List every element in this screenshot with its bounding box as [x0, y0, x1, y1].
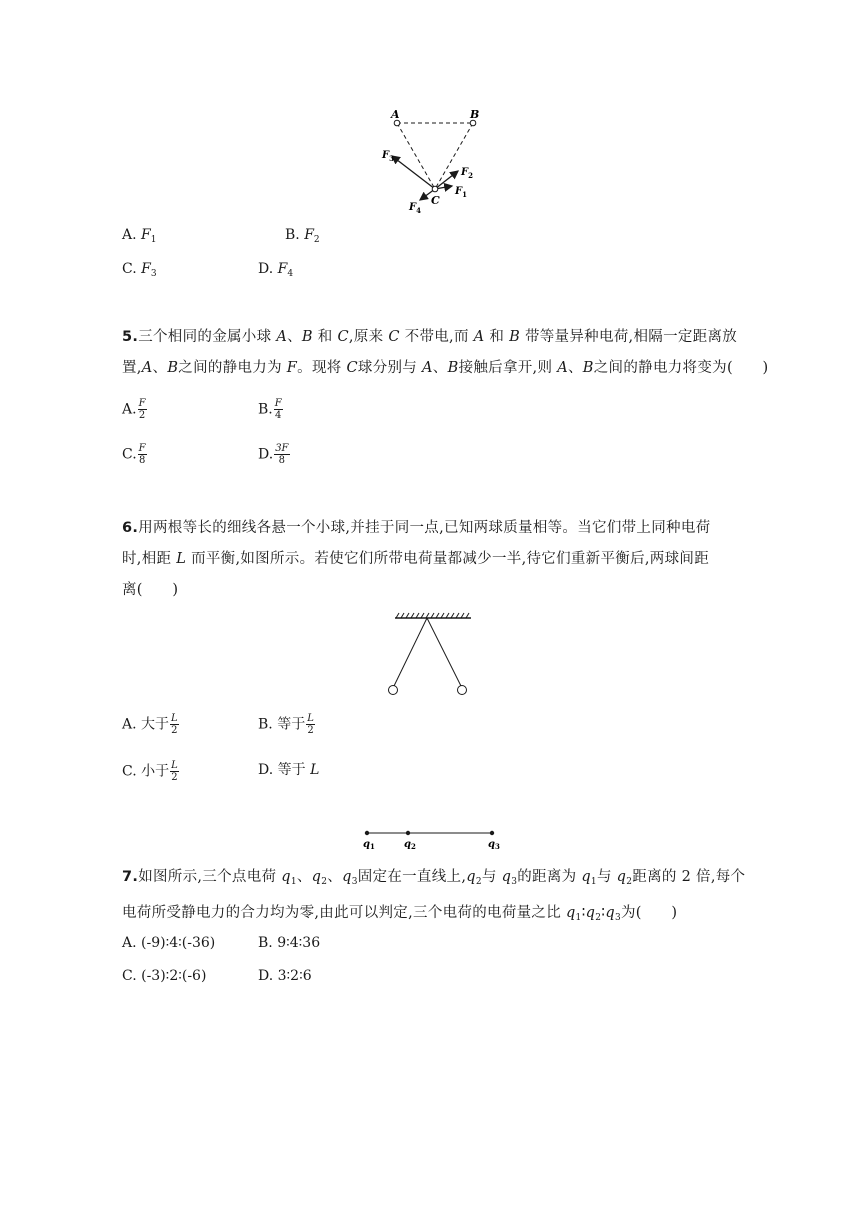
q7-option-a[interactable]: A. (-9)∶4∶(-36) — [122, 935, 216, 951]
q5-option-a[interactable]: A. $\frac{F}{2}$ — [122, 398, 146, 421]
q6-option-c[interactable]: C. 小于 $\frac{L}{2}$ — [122, 760, 178, 783]
charge-c — [432, 186, 438, 192]
q4-option-c[interactable]: C. $F_3$ — [122, 261, 157, 279]
label-f4: $F_4$ — [409, 202, 421, 215]
fraction: $\frac{L}{2}$ — [171, 713, 178, 736]
string-right — [427, 618, 461, 686]
q7-option-c[interactable]: C. (-3)∶2∶(-6) — [122, 968, 207, 984]
question-5-stem — [122, 322, 769, 384]
q4-option-b[interactable]: B. $F_2$ — [285, 227, 320, 245]
fraction: $\frac{L}{2}$ — [307, 713, 314, 736]
charge-q2 — [406, 831, 410, 835]
q5-option-d[interactable]: D. $\frac{3F}{8}$ — [258, 443, 289, 466]
q6-option-a[interactable]: A. 大于 $\frac{L}{2}$ — [122, 713, 178, 736]
q7-option-b[interactable]: B. 9∶4∶36 — [258, 935, 321, 951]
ball-right — [458, 686, 467, 695]
figure-hanging-balls — [385, 612, 480, 698]
q5-option-b[interactable]: B. $\frac{F}{4}$ — [258, 398, 282, 421]
q6-option-d[interactable]: D. 等于 L — [258, 762, 320, 778]
question-7-line-2: 电荷所受静电力的合力均为零,由此可以判定,三个电荷的电荷量之比 $q_1∶q_2∶q_3$为( ) — [122, 905, 678, 923]
q4-option-a[interactable]: A. $F_1$ — [122, 227, 157, 245]
question-7-line-1: 7.如图所示,三个点电荷 $q_1$、$q_2$、$q_3$固定在一直线上$,q_2$与 $q_3$的距离为 $q_1$与 $q_2$距离的 2 倍,每个 — [122, 869, 746, 887]
charge-q1 — [365, 831, 369, 835]
ball-left — [389, 686, 398, 695]
label-q2: $q_2$ — [404, 839, 416, 851]
label-f2: $F_2$ — [461, 167, 473, 180]
q7-option-d[interactable]: D. 3∶2∶6 — [258, 968, 312, 984]
charge-q3 — [490, 831, 494, 835]
question-6-number: 6. — [122, 520, 139, 536]
label-b: B — [470, 108, 480, 121]
dashed-line-ac — [397, 123, 435, 189]
arrow-f3 — [392, 156, 435, 189]
label-f3: $F_3$ — [382, 150, 394, 163]
figure-triangle-forces — [375, 104, 505, 216]
label-q1: $q_1$ — [363, 839, 375, 851]
label-a: A — [391, 108, 400, 121]
q4-option-d[interactable]: D. $F_4$ — [258, 261, 294, 279]
label-q3: $q_3$ — [488, 839, 500, 851]
label-f1: $F_1$ — [455, 186, 467, 199]
question-7-stem — [122, 862, 746, 934]
question-6-line-1: 6.用两根等长的细线各悬一个小球,并挂于同一点,已知两球质量相等。当它们带上同种电荷 — [122, 520, 711, 536]
question-5-number: 5. — [122, 329, 139, 345]
charge-b — [470, 120, 476, 126]
question-6-line-3: 离( ) — [122, 582, 179, 598]
fraction: $\frac{F}{4}$ — [274, 398, 282, 421]
fraction: $\frac{3F}{8}$ — [275, 443, 289, 466]
question-7-number: 7. — [122, 869, 139, 885]
string-left — [394, 618, 427, 686]
fraction: $\frac{F}{2}$ — [138, 398, 146, 421]
question-6-line-2: 时,相距 L 而平衡,如图所示。若使它们所带电荷量都减少一半,待它们重新平衡后,两球间距 — [122, 551, 709, 567]
q6-option-b[interactable]: B. 等于 $\frac{L}{2}$ — [258, 713, 314, 736]
fraction: $\frac{L}{2}$ — [171, 760, 178, 783]
question-5-line-2: 置,A、B之间的静电力为 F。现将 C球分别与 A、B接触后拿开,则 A、B之间的静电力将变为( ) — [122, 360, 769, 376]
figure-three-charges — [356, 826, 506, 852]
label-c: C — [431, 194, 440, 207]
question-6-stem — [122, 513, 742, 606]
charge-a — [394, 120, 400, 126]
question-5-line-1: 5.三个相同的金属小球 A、B 和 C,原来 C 不带电,而 A 和 B 带等量异种电荷,相隔一定距离放 — [122, 329, 738, 345]
q5-option-c[interactable]: C. $\frac{F}{8}$ — [122, 443, 146, 466]
fraction: $\frac{F}{8}$ — [138, 443, 146, 466]
